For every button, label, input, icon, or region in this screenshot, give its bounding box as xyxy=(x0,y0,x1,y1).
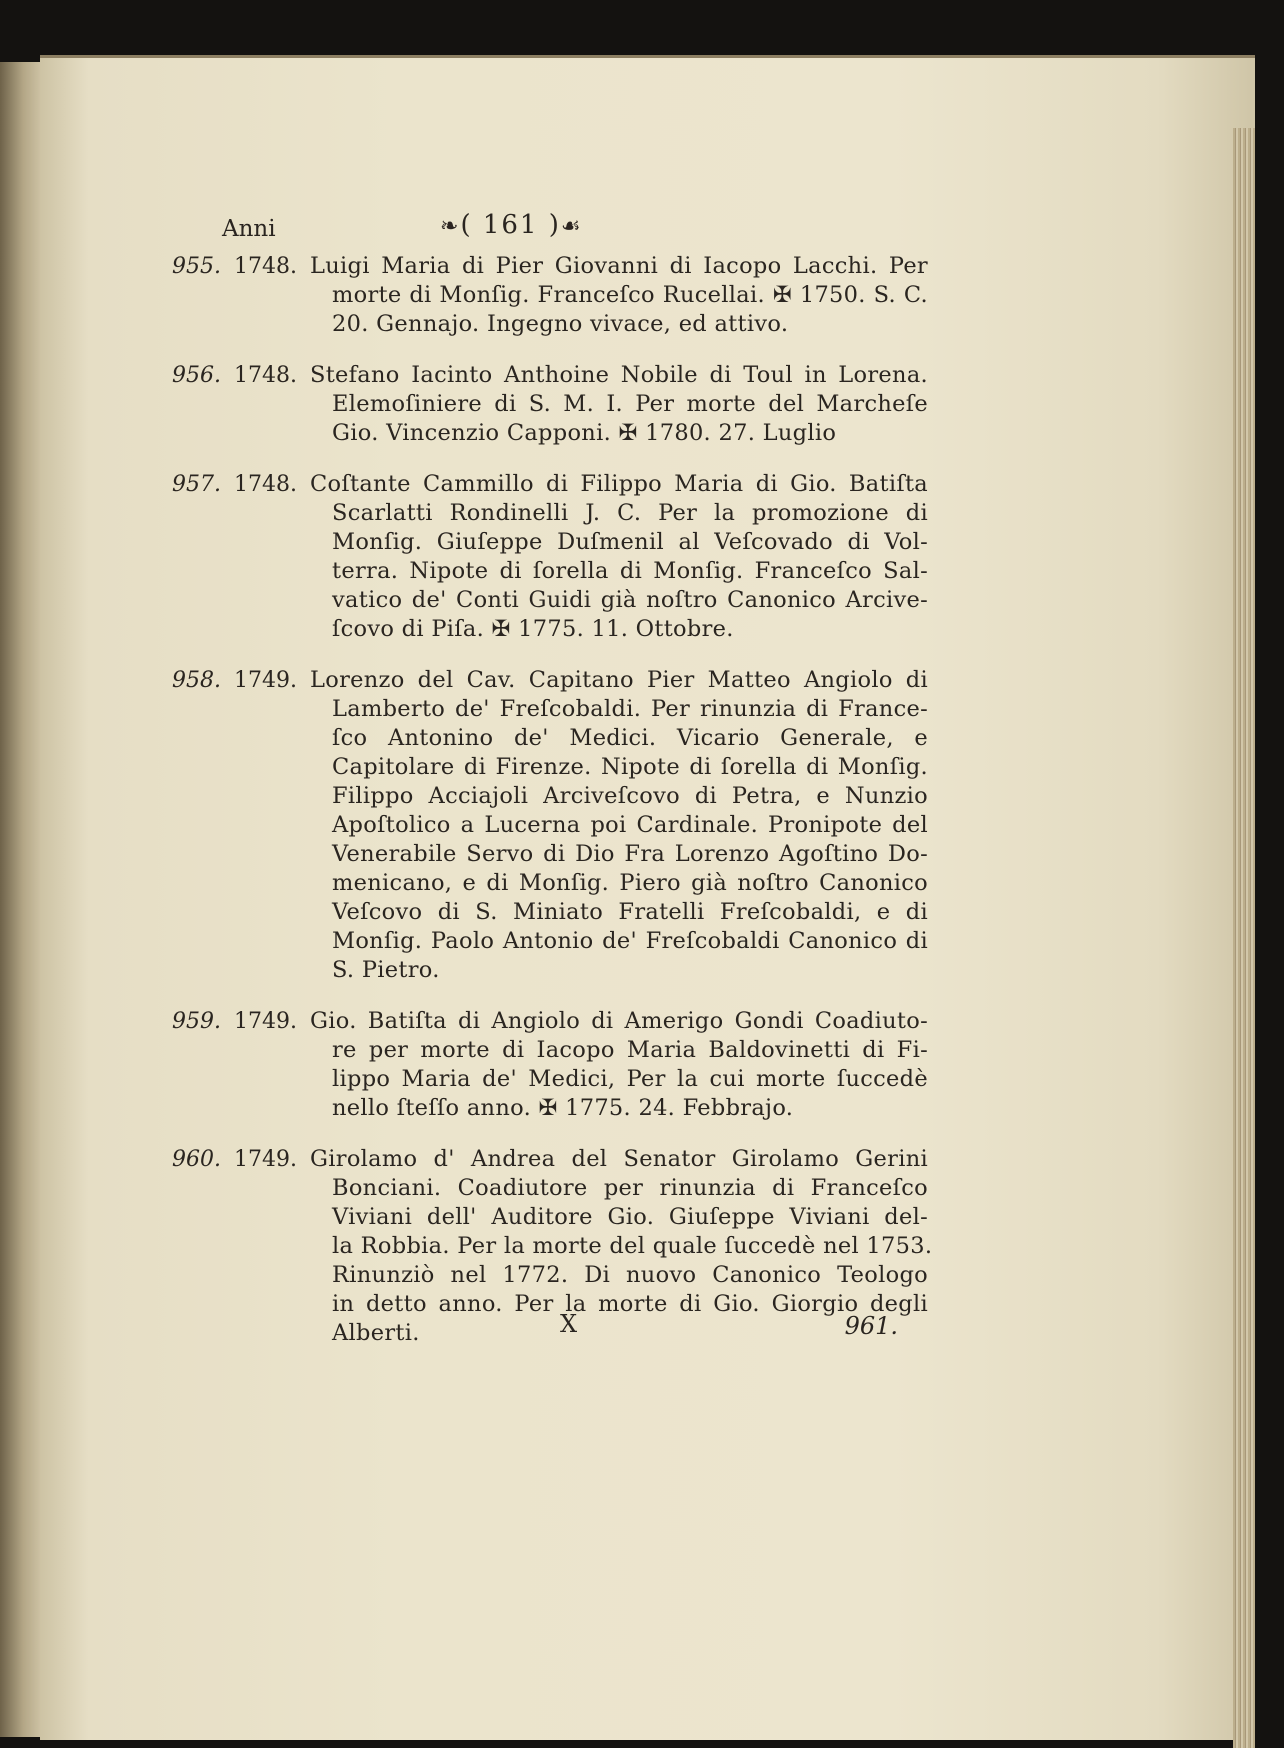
entry-text-line: Scarlatti Rondinelli J. C. Per la promozione di xyxy=(332,500,928,526)
entry-list xyxy=(172,252,933,1370)
entry-number: 956. xyxy=(172,363,221,388)
page-edges xyxy=(1233,128,1255,1748)
entry-text-line: Capitolare di Firenze. Nipote di ſorella di Monſig. xyxy=(332,754,928,780)
entry-text-line: Elemoſiniere di S. M. I. Per morte del Marcheſe xyxy=(332,391,928,417)
catchword: 961. xyxy=(844,1312,898,1340)
entry-number: 958. xyxy=(172,668,221,693)
entry-text-line: 20. Gennajo. Ingegno vivace, ed attivo. xyxy=(332,311,789,337)
entry-text-line: S. Pietro. xyxy=(332,957,440,983)
page-footer xyxy=(172,1310,928,1350)
ornament-right-icon: ☙ xyxy=(560,214,583,239)
entry-text-line: Monſig. Paolo Antonio de' Freſcobaldi Canonico di xyxy=(332,928,928,954)
entry-text-line: menicano, e di Monſig. Piero già noſtro Canonico xyxy=(332,870,928,896)
entry-text-line: ſcovo di Piſa. ✠ 1775. 11. Ottobre. xyxy=(332,616,734,642)
entry-text-line: Alberti. xyxy=(332,1320,420,1346)
entry-text-line: Lamberto de' Freſcobaldi. Per rinunzia di France- xyxy=(332,696,928,722)
entry-text-line: morte di Monſig. Franceſco Rucellai. ✠ 1750. S. C. xyxy=(332,282,928,308)
running-head xyxy=(222,206,924,246)
entry-year: 1748. xyxy=(234,472,297,497)
entry-text-line: re per morte di Iacopo Maria Baldovinetti di Fi- xyxy=(332,1037,928,1063)
entry-text-line: in detto anno. Per la morte di Gio. Giorgio degli xyxy=(332,1291,928,1317)
entry xyxy=(172,252,928,339)
folio-number: ( 161 ) xyxy=(460,210,561,240)
entry-year: 1749. xyxy=(234,668,297,693)
entry-text-line: Luigi Maria di Pier Giovanni di Iacopo Lacchi. Per xyxy=(310,253,928,279)
entry xyxy=(172,1007,928,1123)
entry-text-line: Stefano Iacinto Anthoine Nobile di Toul in Lorena. xyxy=(310,362,928,388)
entry-text-line: nello ſteſſo anno. ✠ 1775. 24. Febbrajo. xyxy=(332,1095,794,1121)
entry-number: 955. xyxy=(172,254,221,279)
entry-text-line: Venerabile Servo di Dio Fra Lorenzo Agoſtino Do- xyxy=(332,841,928,867)
signature-mark: X xyxy=(560,1310,578,1338)
entry-text-line: Lorenzo del Cav. Capitano Pier Matteo Angiolo di xyxy=(310,667,928,693)
entry-text-line: terra. Nipote di ſorella di Monſig. Franceſco Sal- xyxy=(332,558,928,584)
entry-text-line: Gio. Vincenzio Capponi. ✠ 1780. 27. Luglio xyxy=(332,420,837,446)
entry-number: 960. xyxy=(172,1147,221,1172)
entry-text-line: Filippo Acciajoli Arciveſcovo di Petra, e Nunzio xyxy=(332,783,928,809)
book-spine-left xyxy=(0,62,42,1737)
entry-text-line: ſco Antonino de' Medici. Vicario Generale, e xyxy=(332,725,928,751)
ornament-left-icon: ❧ xyxy=(440,214,461,239)
entry-text-line: Monſig. Giuſeppe Duſmenil al Veſcovado di Vol- xyxy=(332,529,928,555)
anni-label: Anni xyxy=(222,216,276,242)
entry-text-line: Girolamo d' Andrea del Senator Girolamo Gerini xyxy=(310,1146,928,1172)
entry-text-line: Rinunziò nel 1772. Di nuovo Canonico Teologo xyxy=(332,1262,928,1288)
entry-number: 957. xyxy=(172,472,221,497)
entry-year: 1749. xyxy=(234,1009,297,1034)
entry-text-line: Coſtante Cammillo di Filippo Maria di Gio. Batiſta xyxy=(310,471,928,497)
page-number xyxy=(440,210,583,240)
entry-year: 1749. xyxy=(234,1147,297,1172)
entry xyxy=(172,666,928,985)
entry-text-line: Apoſtolico a Lucerna poi Cardinale. Pronipote del xyxy=(332,812,928,838)
entry-number: 959. xyxy=(172,1009,221,1034)
entry-text-line: Bonciani. Coadiutore per rinunzia di Franceſco xyxy=(332,1175,928,1201)
entry-text-line: Viviani dell' Auditore Gio. Giuſeppe Viviani del- xyxy=(332,1204,928,1230)
entry-year: 1748. xyxy=(234,254,297,279)
entry-text-line: lippo Maria de' Medici, Per la cui morte ſuccedè xyxy=(332,1066,928,1092)
entry-text-line: Veſcovo di S. Miniato Fratelli Freſcobaldi, e di xyxy=(332,899,928,925)
entry xyxy=(172,361,928,448)
entry xyxy=(172,470,928,644)
entry-text-line: vatico de' Conti Guidi già noſtro Canonico Arcive- xyxy=(332,587,928,613)
entry-text-line: Gio. Batiſta di Angiolo di Amerigo Gondi Coadiuto- xyxy=(310,1008,928,1034)
entry-year: 1748. xyxy=(234,363,297,388)
entry-text-line: la Robbia. Per la morte del quale ſuccedè nel 1753. xyxy=(332,1233,933,1259)
